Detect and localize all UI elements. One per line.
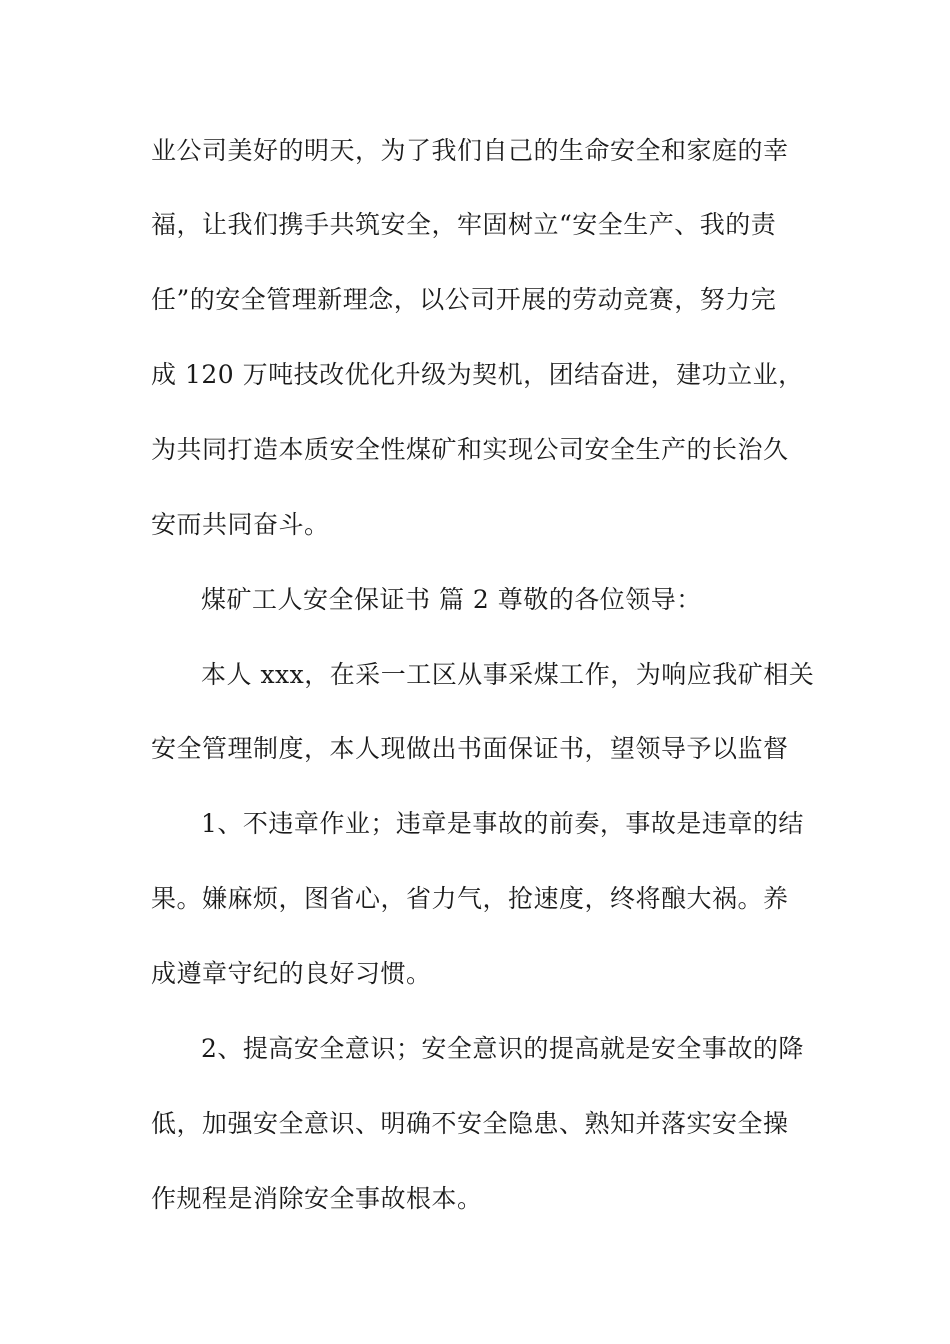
section-heading: 煤矿工人安全保证书 篇 2 尊敬的各位领导：: [201, 585, 702, 614]
list-item-1-line-1: 1、不违章作业；违章是事故的前奏，事故是违章的结: [201, 809, 804, 838]
text-line-8: 本人 xxx，在采一工区从事采煤工作，为响应我矿相关: [201, 660, 815, 689]
text-line-6: 安而共同奋斗。: [151, 510, 330, 539]
list-item-2-line-1: 2、提高安全意识；安全意识的提高就是安全事故的降: [201, 1034, 804, 1063]
text-line-9: 安全管理制度，本人现做出书面保证书，望领导予以监督: [151, 734, 789, 763]
text-line-3: 任”的安全管理新理念，以公司开展的劳动竞赛，努力完: [151, 285, 777, 314]
text-line-5: 为共同打造本质安全性煤矿和实现公司安全生产的长治久: [151, 435, 789, 464]
list-item-2-line-3: 作规程是消除安全事故根本。: [151, 1184, 483, 1213]
list-item-1-line-3: 成遵章守纪的良好习惯。: [151, 959, 432, 988]
text-line-4: 成 120 万吨技改优化升级为契机，团结奋进，建功立业，: [151, 360, 804, 389]
list-item-2-line-2: 低，加强安全意识、明确不安全隐患、熟知并落实安全操: [151, 1109, 789, 1138]
text-line-2: 福，让我们携手共筑安全，牢固树立“安全生产、我的责: [151, 210, 777, 239]
list-item-1-line-2: 果。嫌麻烦，图省心，省力气，抢速度，终将酿大祸。养: [151, 884, 789, 913]
text-line-1: 业公司美好的明天，为了我们自己的生命安全和家庭的幸: [151, 136, 789, 165]
